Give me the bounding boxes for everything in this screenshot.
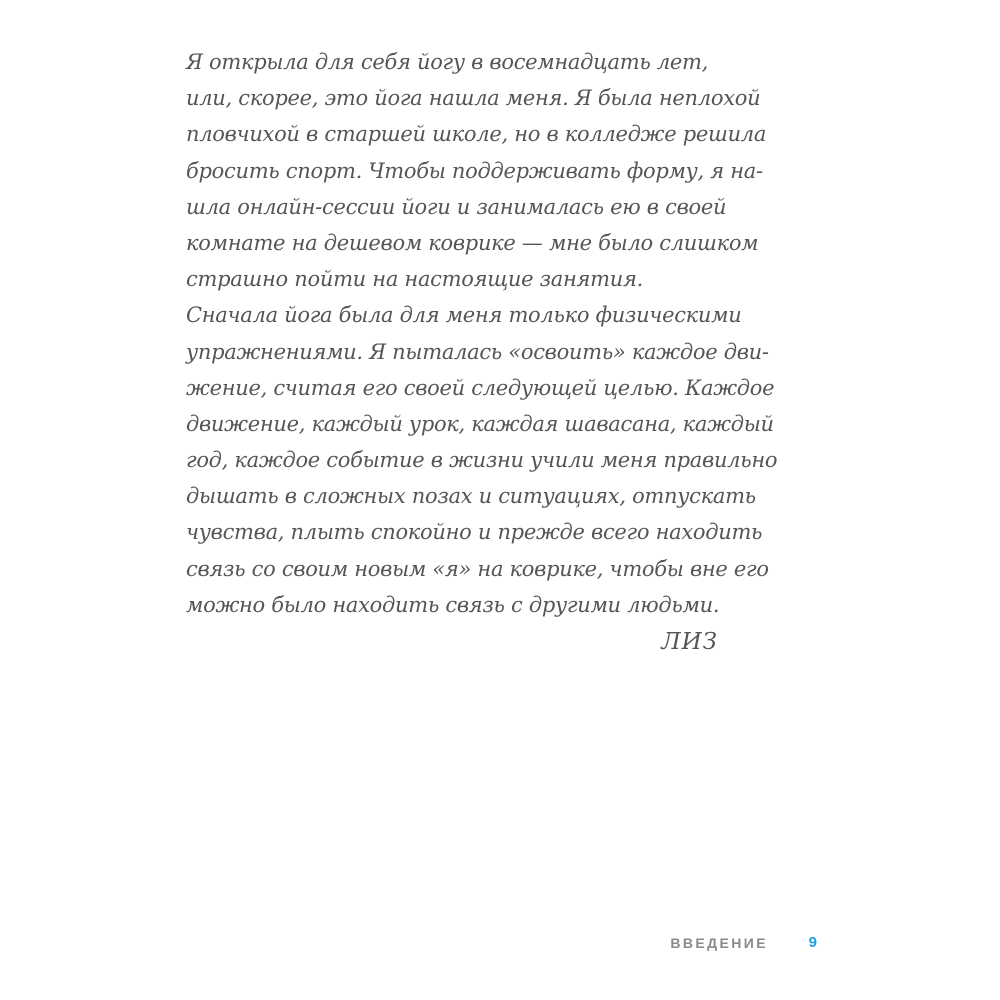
text-line: чувства, плыть спокойно и прежде всего находить: [186, 520, 763, 545]
text-line: жение, считая его своей следующей целью. Каждое: [186, 375, 775, 400]
text-line: можно было находить связь с другими людьми.: [186, 592, 720, 617]
text-line: Я открыла для себя йогу в восемнадцать лет,: [186, 50, 709, 74]
text-line: страшно пойти на настоящие занятия.: [186, 267, 643, 292]
text-line: дышать в сложных позах и ситуациях, отпускать: [186, 484, 756, 509]
text-line: комнате на дешевом коврике — мне было слишком: [186, 230, 759, 255]
text-line: упражнениями. Я пыталась «освоить» каждое дви-: [186, 339, 769, 364]
signature: ЛИЗ: [661, 629, 718, 655]
section-label: ВВЕДЕНИЕ: [670, 935, 768, 951]
text-line: пловчихой в старшей школе, но в колледже решила: [186, 122, 767, 147]
page-footer: [560, 931, 820, 955]
text-line: движение, каждый урок, каждая шавасана, каждый: [186, 411, 774, 436]
text-line: шла онлайн-сессии йоги и занималась ею в своей: [186, 194, 727, 219]
quote-text: [186, 44, 778, 623]
text-line: или, скорее, это йога нашла меня. Я была неплохой: [186, 86, 761, 111]
page-number: 9: [808, 934, 817, 951]
text-line: год, каждое событие в жизни учили меня правильно: [186, 448, 778, 473]
text-line: связь со своим новым «я» на коврике, чтобы вне его: [186, 556, 769, 581]
text-line: Сначала йога была для меня только физическими: [186, 303, 742, 328]
text-line: бросить спорт. Чтобы поддерживать форму, я на-: [186, 158, 763, 183]
